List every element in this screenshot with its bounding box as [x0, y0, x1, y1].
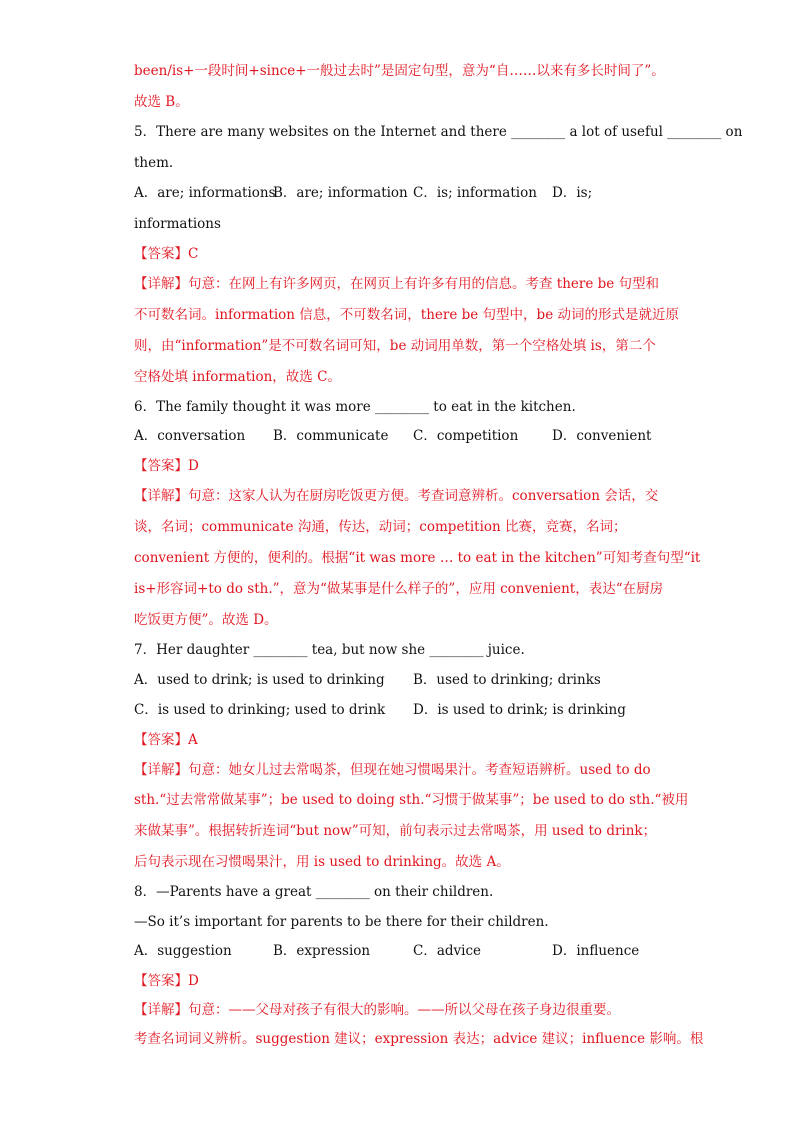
explanation-line: 【详解】句意：这家人认为在厨房吃饭更方便。考查词意辨析。conversation 会话，交	[134, 488, 659, 504]
option-b: B．are; information	[273, 185, 408, 201]
option-d: D．is used to drink; is drinking	[413, 702, 626, 718]
option-a: A．suggestion	[134, 943, 232, 959]
explanation-line: been/is+一段时间+since+一般过去时”是固定句型，意为“自……以来有多长时间了”。	[134, 63, 665, 79]
explanation-line: 【详解】句意：在网上有许多网页，在网页上有许多有用的信息。考查 there be 句型和	[134, 276, 660, 292]
option-b: B．communicate	[273, 428, 389, 444]
option-c: C．is used to drinking; used to drink	[134, 702, 386, 718]
explanation-line: 后句表示现在习惯喝果汁，用 is used to drinking。故选 A。	[134, 854, 510, 870]
explanation-line: 来做某事”。根据转折连词“but now”可知，前句表示过去常喝茶，用 used to drink；	[134, 823, 657, 839]
option-c: C．advice	[413, 943, 482, 959]
question-5-stem-cont: them.	[134, 155, 174, 171]
explanation-line: sth.“过去常常做某事”；be used to doing sth.“习惯于做某事”；be used to do sth.“被用	[134, 792, 689, 808]
explanation-line: is+形容词+to do sth.”，意为“做某事是什么样子的”，应用 convenient，表达“在厨房	[134, 581, 664, 597]
question-8-stem: 8．—Parents have a great ________ on their children.	[134, 884, 494, 900]
explanation-line: 空格处填 information，故选 C。	[134, 369, 341, 385]
explanation-line: convenient 方便的，便利的。根据“it was more … to eat in the kitchen”可知考查句型“it	[134, 550, 701, 566]
explanation-line: 则，由“information”是不可数名词可知，be 动词用单数，第一个空格处填 is，第二个	[134, 338, 656, 354]
answer-label: 【答案】D	[134, 973, 199, 989]
option-a: A．are; informations	[134, 185, 276, 201]
explanation-line: 考查名词词义辨析。suggestion 建议；expression 表达；advice 建议；influence 影响。根	[134, 1031, 704, 1047]
question-8-stem-cont: —So it’s important for parents to be there for their children.	[134, 914, 549, 930]
answer-conclusion: 故选 B。	[134, 94, 189, 110]
answer-label: 【答案】A	[134, 732, 198, 748]
option-c: C．is; information	[413, 185, 537, 201]
answer-label: 【答案】D	[134, 458, 199, 474]
explanation-line: 【详解】句意：她女儿过去常喝茶，但现在她习惯喝果汁。考查短语辨析。used to do	[134, 762, 651, 778]
option-b: B．expression	[273, 943, 371, 959]
question-6-stem: 6．The family thought it was more ________ to eat in the kitchen.	[134, 399, 576, 415]
explanation-line: 吃饭更方便”。故选 D。	[134, 612, 278, 628]
option-d: D．is;	[552, 185, 593, 201]
option-c: C．competition	[413, 428, 519, 444]
option-a: A．conversation	[134, 428, 246, 444]
answer-label: 【答案】C	[134, 246, 199, 262]
option-d: D．influence	[552, 943, 640, 959]
explanation-line: 不可数名词。information 信息，不可数名词，there be 句型中，be 动词的形式是就近原	[134, 307, 679, 323]
option-a: A．used to drink; is used to drinking	[134, 672, 385, 688]
option-d-cont: informations	[134, 216, 221, 232]
option-b: B．used to drinking; drinks	[413, 672, 601, 688]
question-5-stem: 5．There are many websites on the Internet and there ________ a lot of useful ________ on	[134, 124, 743, 140]
question-7-stem: 7．Her daughter ________ tea, but now she ________ juice.	[134, 642, 525, 658]
option-d: D．convenient	[552, 428, 652, 444]
explanation-line: 谈，名词；communicate 沟通，传达，动词；competition 比赛，竞赛，名词；	[134, 519, 627, 535]
explanation-line: 【详解】句意：——父母对孩子有很大的影响。——所以父母在孩子身边很重要。	[134, 1002, 620, 1018]
